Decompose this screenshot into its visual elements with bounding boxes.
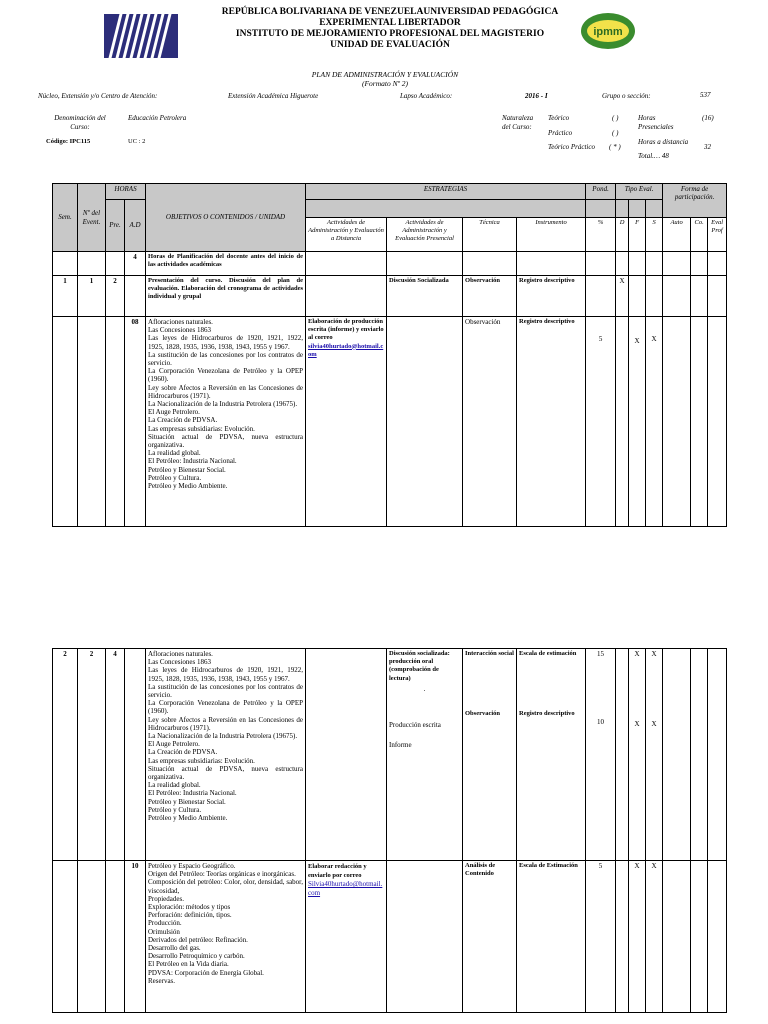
denom-value: Educación Petrolera bbox=[128, 114, 187, 122]
cell-objetivo: Presentación del curso. Discusión del plan de evaluación. Elaboración del cronograma de actividades individual y grupal bbox=[146, 276, 306, 317]
cell-objetivo: Horas de Planificación del docente antes del inicio de las actividades académicas bbox=[146, 252, 306, 276]
cell-f: X bbox=[629, 317, 646, 527]
cell-objetivo: Afloraciones naturales. Las Concesiones 1863 Las leyes de Hidrocarburos de 1920, 1921, 1922, 1925, 1828, 1935, 1936, 1938, 1943, 1955 y 1967. La sustitución de las concesiones por los contratos de servicio. La Corporación Venezolana de Petróleo y la OPEP (1960). Ley sobre Afectos a Reversión en las Concesiones de Hidrocarburos (1971). La Nacionalización de la Industria Petrolera (19675). El Auge Petrolero. La Creación de PDVSA. Las empresas subsidiarias: Evolución. Situación actual de PDVSA, nueva estructura organizativa. La realidad global. El Petróleo: Industria Nacional. Petróleo y Bienestar Social. Petróleo y Cultura. Petróleo y Medio Ambiente. bbox=[146, 649, 306, 861]
cell-tecnica: Observación bbox=[463, 276, 517, 317]
lapso-value: 2016 - I bbox=[525, 92, 548, 100]
f-b: X bbox=[634, 720, 640, 729]
cell-act-dist bbox=[306, 861, 387, 1013]
nucleo-value: Extensión Académica Higuerote bbox=[228, 92, 319, 100]
col-f: F bbox=[629, 218, 646, 252]
act-pres-dot: . bbox=[423, 684, 426, 693]
cell-objetivo: Afloraciones naturales. Las Concesiones 1863 Las leyes de Hidrocarburos de 1920, 1921, 1922, 1925, 1828, 1935, 1936, 1938, 1943, 1955 y 1967. La sustitución de las concesiones por los contratos de servicio. La Corporación Venezolana de Petróleo y la OPEP (1960). Ley sobre Afectos a Reversión en las Concesiones de Hidrocarburos (1971). La Nacionalización de la Industria Petrolera (19675). El Auge Petrolero. La Creación de PDVSA. Las empresas subsidiarias: Evolución. Situación actual de PDVSA, nueva estructura organizativa. La realidad global. El Petróleo: Industria Nacional. Petróleo y Bienestar Social. Petróleo y Cultura. Petróleo y Medio Ambiente. bbox=[146, 317, 306, 527]
col-pct: % bbox=[586, 218, 616, 252]
denom-label: Denominación del Curso: bbox=[54, 114, 106, 131]
col-pond: Pond. bbox=[586, 184, 616, 200]
cell-f bbox=[629, 649, 646, 861]
cell-tecnica: Observación bbox=[463, 317, 517, 527]
plan-table-1 bbox=[52, 183, 727, 527]
col-forma: Forma de participación. bbox=[663, 184, 727, 218]
s-b: X bbox=[651, 720, 657, 729]
cell-ad: 10 bbox=[125, 861, 146, 1013]
naturaleza-label: Naturaleza del Curso: bbox=[502, 114, 534, 131]
horas-presenciales-value: (16) bbox=[702, 114, 714, 122]
tipo-spacer-d bbox=[616, 200, 629, 218]
col-eval-prof: Eval Prof bbox=[708, 218, 727, 252]
col-act-dist: Actividades de Administración y Evaluación a Distancia bbox=[306, 218, 387, 252]
cell-objetivo: Petróleo y Espacio Geográfico. Origen del Petróleo: Teorías orgánicas e inorgánicas. Composición del petróleo: Color, olor, densidad, sabor, viscosidad, Propiedades. Exploración: métodos y tipos Perforación: definición, tipos. Producción. Orimulsión Derivados del petróleo: Refinación. Desarrollo del gas. Desarrollo Petroquímico y carbón. El Petróleo en la Vida diaria. PDVSA: Corporación de Energía Global. Reservas. bbox=[146, 861, 306, 1013]
col-horas: HORAS bbox=[106, 184, 146, 200]
email-link[interactable]: Silvia40hurtado@hotmail.com bbox=[308, 880, 383, 897]
col-estrategias: ESTRATEGIAS bbox=[306, 184, 586, 200]
header-line-3: INSTITUTO DE MEJORAMIENTO PROFESIONAL DEL MAGISTERIO bbox=[235, 29, 545, 39]
act-pres-c: Informe bbox=[389, 741, 412, 750]
plan-table-2 bbox=[52, 648, 727, 1013]
cell-instrumento: Registro descriptivo bbox=[517, 317, 586, 527]
horas-presenciales-label: Horas Presenciales bbox=[638, 114, 674, 131]
practico-label: Práctico bbox=[548, 129, 573, 137]
teorico-paren: ( ) bbox=[612, 114, 619, 122]
act-pres-a: Discusión socializada: producción oral (comprobación de lectura) bbox=[389, 650, 450, 682]
practico-paren: ( ) bbox=[612, 129, 619, 137]
col-instrumento: Instrumento bbox=[517, 218, 586, 252]
cell-pct: 5 bbox=[586, 317, 616, 527]
cell-s: X bbox=[646, 861, 663, 1013]
cell-instrumento: Escala de Estimación bbox=[517, 861, 586, 1013]
cell-event: 2 bbox=[78, 649, 106, 861]
uc-label: UC : 2 bbox=[128, 138, 146, 145]
plan-format: (Formato Nº 2) bbox=[361, 79, 409, 88]
cell-f: X bbox=[629, 861, 646, 1013]
cell-sem: 2 bbox=[53, 649, 78, 861]
col-ad: A.D bbox=[125, 200, 146, 252]
grupo-label: Grupo o sección: bbox=[602, 92, 651, 100]
cell-act-pres bbox=[387, 649, 463, 861]
col-d: D bbox=[616, 218, 629, 252]
act-pres-b: Producción escrita bbox=[389, 721, 441, 730]
cell-pct bbox=[586, 649, 616, 861]
col-auto: Auto bbox=[663, 218, 691, 252]
tecnica-a: Interacción social bbox=[465, 650, 514, 657]
tecnica-b: Observación bbox=[465, 710, 501, 718]
total-label: Total.… 48 bbox=[638, 152, 669, 160]
teorico-practico-paren: ( * ) bbox=[609, 143, 621, 151]
email-link[interactable]: silvia40hurtado@hotmail.com bbox=[308, 342, 384, 358]
col-tecnica: Técnica bbox=[463, 218, 517, 252]
act-dist-text: Elaborar redacción y enviarlo por correo bbox=[308, 863, 367, 880]
cell-act-dist bbox=[306, 317, 387, 527]
grupo-value: 537 bbox=[700, 91, 711, 99]
s-a: X bbox=[651, 650, 657, 658]
col-tipo-eval: Tipo Eval. bbox=[616, 184, 663, 200]
cell-s: X bbox=[646, 317, 663, 527]
col-sem: Sem. bbox=[53, 184, 78, 252]
cell-act-pres: Discusión Socializada bbox=[387, 276, 463, 317]
table-row bbox=[53, 861, 727, 1013]
horas-distancia-label: Horas a distancia bbox=[638, 138, 689, 146]
table-row bbox=[53, 649, 727, 861]
instrumento-b: Registro descriptivo bbox=[519, 710, 575, 718]
pond-spacer bbox=[586, 200, 616, 218]
pct-a: 15 bbox=[597, 650, 604, 658]
cell-d: X bbox=[616, 276, 629, 317]
pct-b: 10 bbox=[597, 718, 604, 727]
cell-ad: 08 bbox=[125, 317, 146, 527]
col-act-pres: Actividades de Administración y Evaluación Presencial bbox=[387, 218, 463, 252]
cell-tecnica: Análisis de Contenido bbox=[463, 861, 517, 1013]
upel-logo bbox=[104, 14, 178, 58]
plan-title: PLAN DE ADMINISTRACIÓN Y EVALUACIÓN bbox=[311, 70, 459, 79]
table-row bbox=[53, 276, 727, 317]
cell-instrumento bbox=[517, 649, 586, 861]
cell-event: 1 bbox=[78, 276, 106, 317]
table-row bbox=[53, 252, 727, 276]
tipo-spacer-f bbox=[629, 200, 646, 218]
cell-ad: 4 bbox=[125, 252, 146, 276]
codigo-label: Código: IPC115 bbox=[46, 138, 91, 145]
institution-header bbox=[180, 7, 600, 51]
col-event: Nº del Event. bbox=[78, 184, 106, 252]
header-line-2: EXPERIMENTAL LIBERTADOR bbox=[319, 18, 461, 28]
col-co: Co. bbox=[691, 218, 708, 252]
col-objetivos: OBJETIVOS O CONTENIDOS / UNIDAD bbox=[146, 184, 306, 252]
teorico-label: Teórico bbox=[548, 114, 570, 122]
nucleo-label: Núcleo, Extensión y/o Centro de Atención: bbox=[38, 92, 158, 100]
cell-sem: 1 bbox=[53, 276, 78, 317]
cell-s bbox=[646, 649, 663, 861]
table-row bbox=[53, 317, 727, 527]
col-pres: Pre. bbox=[106, 200, 125, 252]
plan-title-block bbox=[250, 70, 520, 88]
header-line-4: UNIDAD DE EVALUACIÓN bbox=[330, 40, 450, 50]
ipmm-logo-text: ipmm bbox=[593, 26, 623, 38]
horas-distancia-value: 32 bbox=[704, 143, 711, 151]
cell-pres: 4 bbox=[106, 649, 125, 861]
col-s: S bbox=[646, 218, 663, 252]
cell-pres: 2 bbox=[106, 276, 125, 317]
f-a: X bbox=[634, 650, 640, 658]
cell-tecnica bbox=[463, 649, 517, 861]
cell-pct: 5 bbox=[586, 861, 616, 1013]
instrumento-a: Escala de estimación bbox=[519, 650, 577, 657]
header-line-1: REPÚBLICA BOLIVARIANA DE VENEZUELAUNIVERSIDAD PEDAGÓGICA bbox=[221, 7, 559, 17]
estrategias-spacer bbox=[306, 200, 586, 218]
tipo-spacer-s bbox=[646, 200, 663, 218]
teorico-practico-label: Teórico Práctico bbox=[548, 143, 595, 151]
act-dist-text: Elaboración de producción escrita (informe) y enviarlo al correo bbox=[308, 318, 384, 342]
cell-instrumento: Registro descriptivo bbox=[517, 276, 586, 317]
lapso-label: Lapso Académico: bbox=[400, 92, 453, 100]
